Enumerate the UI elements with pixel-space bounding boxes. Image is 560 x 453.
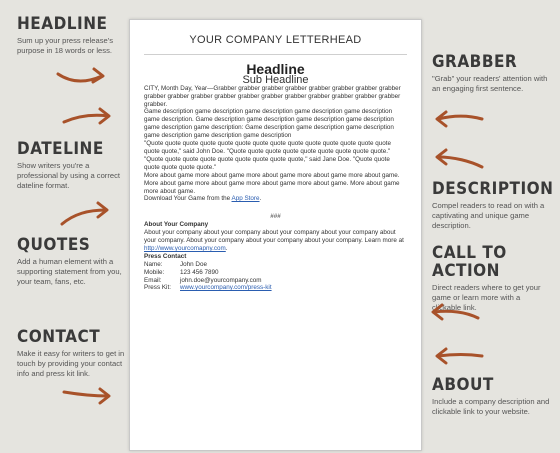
quote-paragraph-1: "Quote quote quote quote quote quote quote quote quote quote quote quote quote quote quote quote," said John Doe. "Quote quote quote quote quote quote quote quote quote." — [144, 140, 391, 155]
press-contact-title: Press Contact — [144, 252, 187, 260]
press-label: Email: — [144, 276, 162, 284]
callout-title: HEADLINE — [17, 14, 108, 34]
press-value: john.doe@yourcompany.com — [180, 276, 262, 284]
app-store-link[interactable]: App Store — [231, 195, 260, 203]
callout-title: GRABBER — [432, 52, 518, 72]
doc-headline: Headline — [246, 60, 305, 77]
right-callout-description — [432, 179, 554, 231]
callout-text: Sum up your press release's purpose in 18 words or less. — [17, 36, 113, 55]
callout-title: QUOTES — [17, 235, 91, 255]
arrow-left-icon — [432, 338, 484, 372]
callout-title: CALL TO ACTION — [432, 243, 507, 281]
description-paragraph: Game description game description game description game description game description game description. Game description game description game description game description game description game description: Game description game description game description game description game description game description — [144, 108, 394, 140]
download-text: Download Your Game from the — [144, 195, 231, 203]
press-label: Mobile: — [144, 268, 165, 276]
press-row-mobile — [144, 269, 407, 277]
press-row-kit — [144, 284, 407, 292]
about-text: About your company about your company about your company about your company about your company. About your company about your company about your company. Learn more at — [144, 229, 404, 245]
about-title: About Your Company — [144, 221, 209, 229]
callout-title: DESCRIPTION — [432, 179, 554, 199]
press-value: John Doe — [180, 260, 207, 268]
press-release-document — [129, 19, 422, 451]
left-callout-quotes — [17, 236, 129, 287]
press-value: 123 456 7890 — [180, 268, 219, 276]
arrow-left-icon — [432, 143, 484, 177]
callout-text: Include a company description and clickable link to your website. — [432, 397, 550, 416]
arrow-left-icon — [428, 298, 480, 332]
callout-text: Compel readers to read on with a captivating and unique game description. — [432, 201, 545, 230]
callout-text: Make it easy for writers to get in touch by providing your contact info and press kit link. — [17, 349, 125, 378]
about-paragraph: About your company about your company about your company about your company about your company. About your company about your company about your company. Learn more at http://www.yourcomapny.com. — [144, 229, 404, 252]
doc-subheadline: Sub Headline — [242, 73, 309, 86]
arrow-right-icon — [56, 62, 108, 96]
press-label: Press Kit: — [144, 284, 171, 292]
more-about-paragraph: More about game more about game more about game more about game more about game. More about game more about game more about game more about game. More about game more about game. — [144, 171, 400, 195]
arrow-left-icon — [432, 103, 484, 137]
letterhead-divider — [144, 54, 407, 55]
callout-title: DATELINE — [17, 139, 104, 159]
press-kit-link[interactable]: www.yourcompany.com/press-kit — [180, 284, 272, 292]
left-callout-headline — [17, 15, 129, 56]
arrow-right-icon — [62, 382, 114, 416]
arrow-right-icon — [62, 102, 114, 136]
callout-text: "Grab" your readers' attention with an engaging first sentence. — [432, 74, 548, 93]
callout-text: Direct readers where to get your game or learn more with a clickable link. — [432, 283, 541, 312]
callout-text: Add a human element with a supporting statement from you, your team, fans, etc. — [17, 257, 122, 286]
callout-title: CONTACT — [17, 327, 101, 347]
left-callout-dateline — [17, 140, 129, 191]
website-link[interactable]: http://www.yourcomapny.com — [144, 244, 226, 252]
arrow-right-icon — [60, 198, 112, 232]
callout-title: ABOUT — [432, 375, 494, 395]
callout-text: Show writers you're a professional by using a correct dateline format. — [17, 161, 120, 190]
right-callout-about — [432, 376, 550, 417]
letterhead: YOUR COMPANY LETTERHEAD — [189, 34, 362, 46]
left-callout-contact — [17, 328, 129, 379]
press-label: Name: — [144, 260, 163, 268]
quote-paragraph-2: "Quote quote quote quote quote quote quote quote quote," said Jane Doe. "Quote quote quote quote quote quote." — [144, 155, 390, 171]
call-to-action: Download Your Game from the App Store. — [144, 195, 262, 203]
end-separator: ### — [270, 213, 281, 221]
grabber-paragraph: CITY, Month Day, Year—Grabber grabber grabber grabber grabber grabber grabber grabber grabber grabber grabber grabber grabber grabber grabber grabber grabber grabber grabber grabber. — [144, 84, 401, 108]
press-row-email — [144, 277, 407, 285]
press-row-name — [144, 261, 407, 269]
right-callout-grabber — [432, 53, 550, 94]
